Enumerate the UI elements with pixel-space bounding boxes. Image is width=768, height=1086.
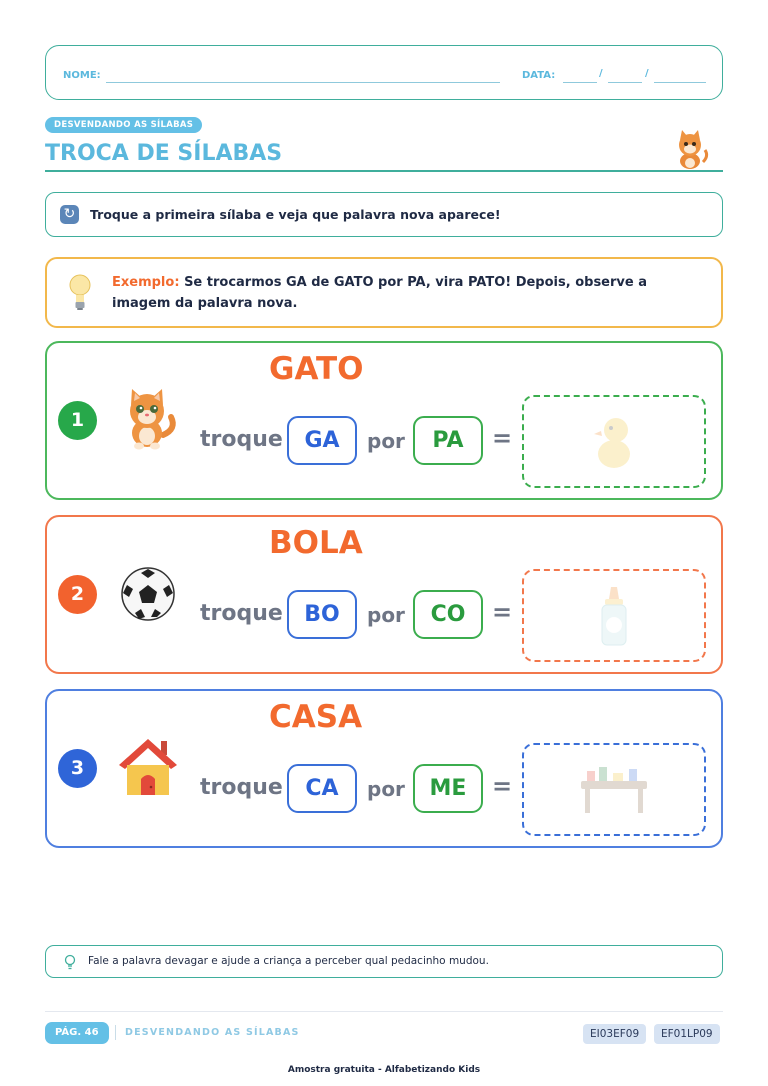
kitten-icon bbox=[117, 387, 179, 451]
exercise-card bbox=[45, 689, 723, 848]
lightbulb-icon bbox=[69, 273, 91, 311]
table-icon bbox=[579, 765, 649, 815]
equals-sign: = bbox=[492, 772, 513, 800]
date-year-line[interactable] bbox=[654, 82, 706, 83]
example-box bbox=[45, 257, 723, 328]
exercise-number: 1 bbox=[58, 401, 97, 440]
equals-sign: = bbox=[492, 598, 513, 626]
footer-divider bbox=[45, 1011, 723, 1012]
exercise-card bbox=[45, 515, 723, 674]
tip-text: Fale a palavra devagar e ajude a criança a perceber qual pedacinho mudou. bbox=[88, 955, 489, 967]
equals-sign: = bbox=[492, 424, 513, 452]
duckling-icon bbox=[592, 412, 636, 472]
lightbulb-outline-icon bbox=[64, 954, 76, 970]
section-tag: DESVENDANDO AS SÍLABAS bbox=[45, 117, 202, 133]
syllable-from: CA bbox=[287, 764, 357, 813]
syllable-to: PA bbox=[413, 416, 483, 465]
tip-box bbox=[45, 945, 723, 978]
date-month-line[interactable] bbox=[608, 82, 642, 83]
kitten-mascot-icon bbox=[671, 128, 709, 170]
student-info-box bbox=[45, 45, 723, 100]
troque-label: troque bbox=[200, 601, 283, 626]
glue-bottle-icon bbox=[599, 585, 629, 647]
troque-label: troque bbox=[200, 775, 283, 800]
soccer-ball-icon bbox=[117, 561, 179, 625]
date-separator: / bbox=[599, 68, 603, 79]
name-line[interactable] bbox=[106, 82, 500, 83]
example-label: Exemplo: bbox=[112, 275, 180, 290]
example-body: Se trocarmos GA de GATO por PA, vira PATO! Depois, observe a imagem da palavra nova. bbox=[112, 275, 647, 311]
instruction-text: Troque a primeira sílaba e veja que palavra nova aparece! bbox=[90, 207, 501, 222]
date-separator: / bbox=[645, 68, 649, 79]
house-icon bbox=[117, 735, 179, 799]
exercise-word: CASA bbox=[269, 699, 363, 735]
troque-label: troque bbox=[200, 427, 283, 452]
date-day-line[interactable] bbox=[563, 82, 597, 83]
answer-box[interactable] bbox=[522, 743, 706, 836]
syllable-from: BO bbox=[287, 590, 357, 639]
sample-note: Amostra gratuita - Alfabetizando Kids bbox=[287, 1065, 481, 1075]
exercise-number: 2 bbox=[58, 575, 97, 614]
page-number: PÁG. 46 bbox=[45, 1022, 109, 1044]
exercise-number: 3 bbox=[58, 749, 97, 788]
title-divider bbox=[45, 170, 723, 172]
answer-box[interactable] bbox=[522, 569, 706, 662]
por-label: por bbox=[367, 429, 405, 453]
exercise-card bbox=[45, 341, 723, 500]
answer-box[interactable] bbox=[522, 395, 706, 488]
instruction-box bbox=[45, 192, 723, 237]
exercise-word: BOLA bbox=[269, 525, 363, 561]
syllable-to: CO bbox=[413, 590, 483, 639]
bncc-code: EI03EF09 bbox=[583, 1024, 646, 1044]
bncc-code: EF01LP09 bbox=[654, 1024, 720, 1044]
exercise-word: GATO bbox=[269, 351, 364, 387]
por-label: por bbox=[367, 777, 405, 801]
footer-separator bbox=[115, 1025, 116, 1040]
name-label: NOME: bbox=[63, 70, 101, 81]
refresh-icon: ↻ bbox=[60, 205, 79, 224]
por-label: por bbox=[367, 603, 405, 627]
date-label: DATA: bbox=[522, 70, 556, 81]
example-text bbox=[112, 272, 692, 314]
page-title: TROCA DE SÍLABAS bbox=[45, 141, 283, 166]
syllable-to: ME bbox=[413, 764, 483, 813]
footer-section: DESVENDANDO AS SÍLABAS bbox=[125, 1027, 300, 1038]
syllable-from: GA bbox=[287, 416, 357, 465]
